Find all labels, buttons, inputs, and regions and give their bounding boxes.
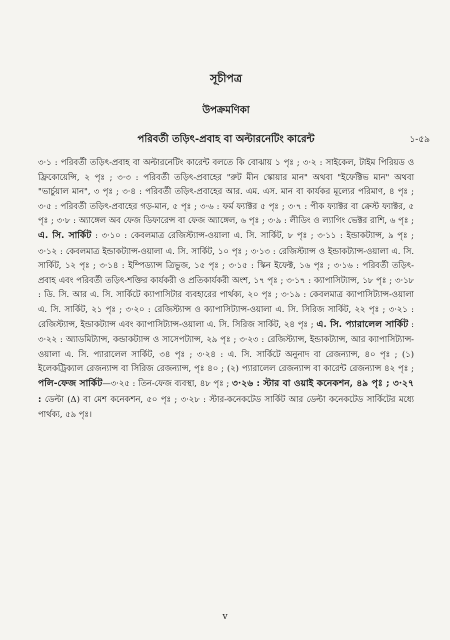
contents-text: : ৩·২২ : অ্যাডমিট্যান্স, কন্ডাকট্যান্স ও সাসেপট্যান্স, ২৯ পৃঃ ; ৩·২৩ : রেজিস্ট্যান্স, ইন্ডাকট্যান্স, আর ক্যাপাসিট্যান্স-ওয়ালা এ. সি. প্যারালেল সার্কিট, ৩৪ পৃঃ ; ৩·২৪ : এ. সি. সার্কিটে অনুনাদ বা রেজন্যান্স, ৪০ পৃঃ ; (১) ইলেকট্রিক্যাল রেজন্যান্স বা সিরিজ রেজন্যান্স, পৃঃ ৪০ ; (২) প্যারালেল রেজন্যান্স বা কারেন্ট রেজন্যান্স ৪২ পৃঃ ; <box>38 318 415 374</box>
contents-text: ডেল্টা (Δ) বা মেশ কনেকশন, ৫০ পৃঃ ; ৩·২৮ : স্টার-কনেকটেড সার্কিট আর ডেল্টা কনেকটেড সার্কিটের মধ্যে পার্থক্য, ৫৯ পৃঃ। <box>38 393 414 420</box>
section-heading-ac-parallel-circuit: এ. সি. প্যারালেল সার্কিট <box>316 318 409 330</box>
page-title: সূচীপত্র <box>210 72 242 85</box>
section-heading-ac-circuit: এ. সি. সার্কিট <box>38 229 92 241</box>
contents-text: : ৩·১০ : কেবলমাত্র রেজিস্ট্যান্স-ওয়ালা এ. সি. সার্কিট, ৮ পৃঃ ; ৩·১১ : ইন্ডাকট্যান্স, ৯ পৃঃ ; ৩·১২ : কেবলমাত্র ইন্ডাকট্যান্স-ওয়ালা এ. সি. সার্কিট, ১০ পৃঃ ; ৩·১৩ : রেজিস্ট্যান্স ও ইন্ডাকট্যান্স-ওয়ালা এ. সি. সার্কিট, ১২ পৃঃ ; ৩·১৪ : ইম্পিড্যান্স ত্রিভুজ, ১৫ পৃঃ ; ৩·১৫ : স্কিন ইফেক্ট, ১৬ পৃঃ ; ৩·১৬ : পরিবর্তী তড়িৎ-প্রবাহ এবং পরিবর্তী তড়িৎ-শক্তির কার্যকরী ও প্রতিকার্যকরী অংশ, ১৭ পৃঃ ; ৩·১৭ : ক্যাপাসিট্যান্স, ১৮ পৃঃ ; ৩·১৮ : ডি. সি. আর এ. সি. সার্কিটে ক্যাপাসিটার ব্যবহারের পার্থক্য, ২০ পৃঃ ; ৩·১৯ : কেবলমাত্র ক্যাপাসিট্যান্স-ওয়ালা এ. সি. সার্কিট, ২১ পৃঃ ; ৩·২০ : রেজিস্ট্যান্স ও ক্যাপাসিট্যান্স-ওয়ালা এ. সি. সিরিজ সার্কিট, ২২ পৃঃ ; ৩·২১ : রেজিস্ট্যান্স, ইন্ডাকট্যান্স এবং ক্যাপাসিট্যান্স-ওয়ালা এ. সি. সিরিজ সার্কিট, ২৪ পৃঃ ; <box>38 229 414 329</box>
section-heading-star-connection: ৩·২৬ : স্টার বা ওয়াই কনেকশন, ৪৯ পৃঃ ; ৩·২৭ : <box>38 377 414 405</box>
contents-text: —৩·২৫ : তিন-ফেজ ব্যবস্থা, ৪৮ পৃঃ ; <box>102 377 233 388</box>
contents-text: ৩·১ : পরিবর্তী তড়িৎ-প্রবাহ বা অল্টারনেটিং কারেন্ট বলতে কি বোঝায় ১ পৃঃ ; ৩·২ : সাইকেল, টাইম পিরিয়ড ও ফ্রিকোয়েন্সি, ২ পৃঃ ; ৩·৩ : পরিবর্তী তড়িৎ-প্রবাহের "রুট মীন স্কোয়ার মান" অথবা "ইফেক্টিভ মান" অথবা "ভার্চুয়াল মান", ৩ পৃঃ ; ৩·৪ : পরিবর্তী তড়িৎ-প্রবাহের আর. এম. এস. মান বা কার্যকর মূল্যের পরিমাণ, ৪ পৃঃ ; ৩·৫ : পরিবর্তী তড়িৎ-প্রবাহের গড়-মান, ৫ পৃঃ ; ৩·৬ : ফর্ম ফ্যাক্টর ৫ পৃঃ ; ৩·৭ : পীক ফ্যাক্টর বা ক্রেস্ট ফ্যাক্টর, ৫ পৃঃ ; ৩·৮ : অ্যাঙ্গেল অব ফেজ ডিফারেন্স বা ফেজ অ্যাঙ্গেল, ৬ পৃঃ ; ৩·৯ : লীডিং ও ল্যাগিং ভেক্টর রাশি, ৬ পৃঃ ; <box>38 157 414 226</box>
contents-paragraph <box>38 155 414 422</box>
chapter-heading: পরিবর্তী তড়িৎ-প্রবাহ বা অল্টারনেটিং কারেন্ট <box>137 134 315 145</box>
section-heading-polyphase-circuit: পলি-ফেজ সার্কিট <box>38 377 103 389</box>
chapter-page-range: ১-৫৯ <box>409 135 430 145</box>
chapter-heading-row <box>38 132 430 149</box>
page-number-footer: v <box>222 612 228 622</box>
section-subtitle: উপক্রমণিকা <box>202 105 250 116</box>
